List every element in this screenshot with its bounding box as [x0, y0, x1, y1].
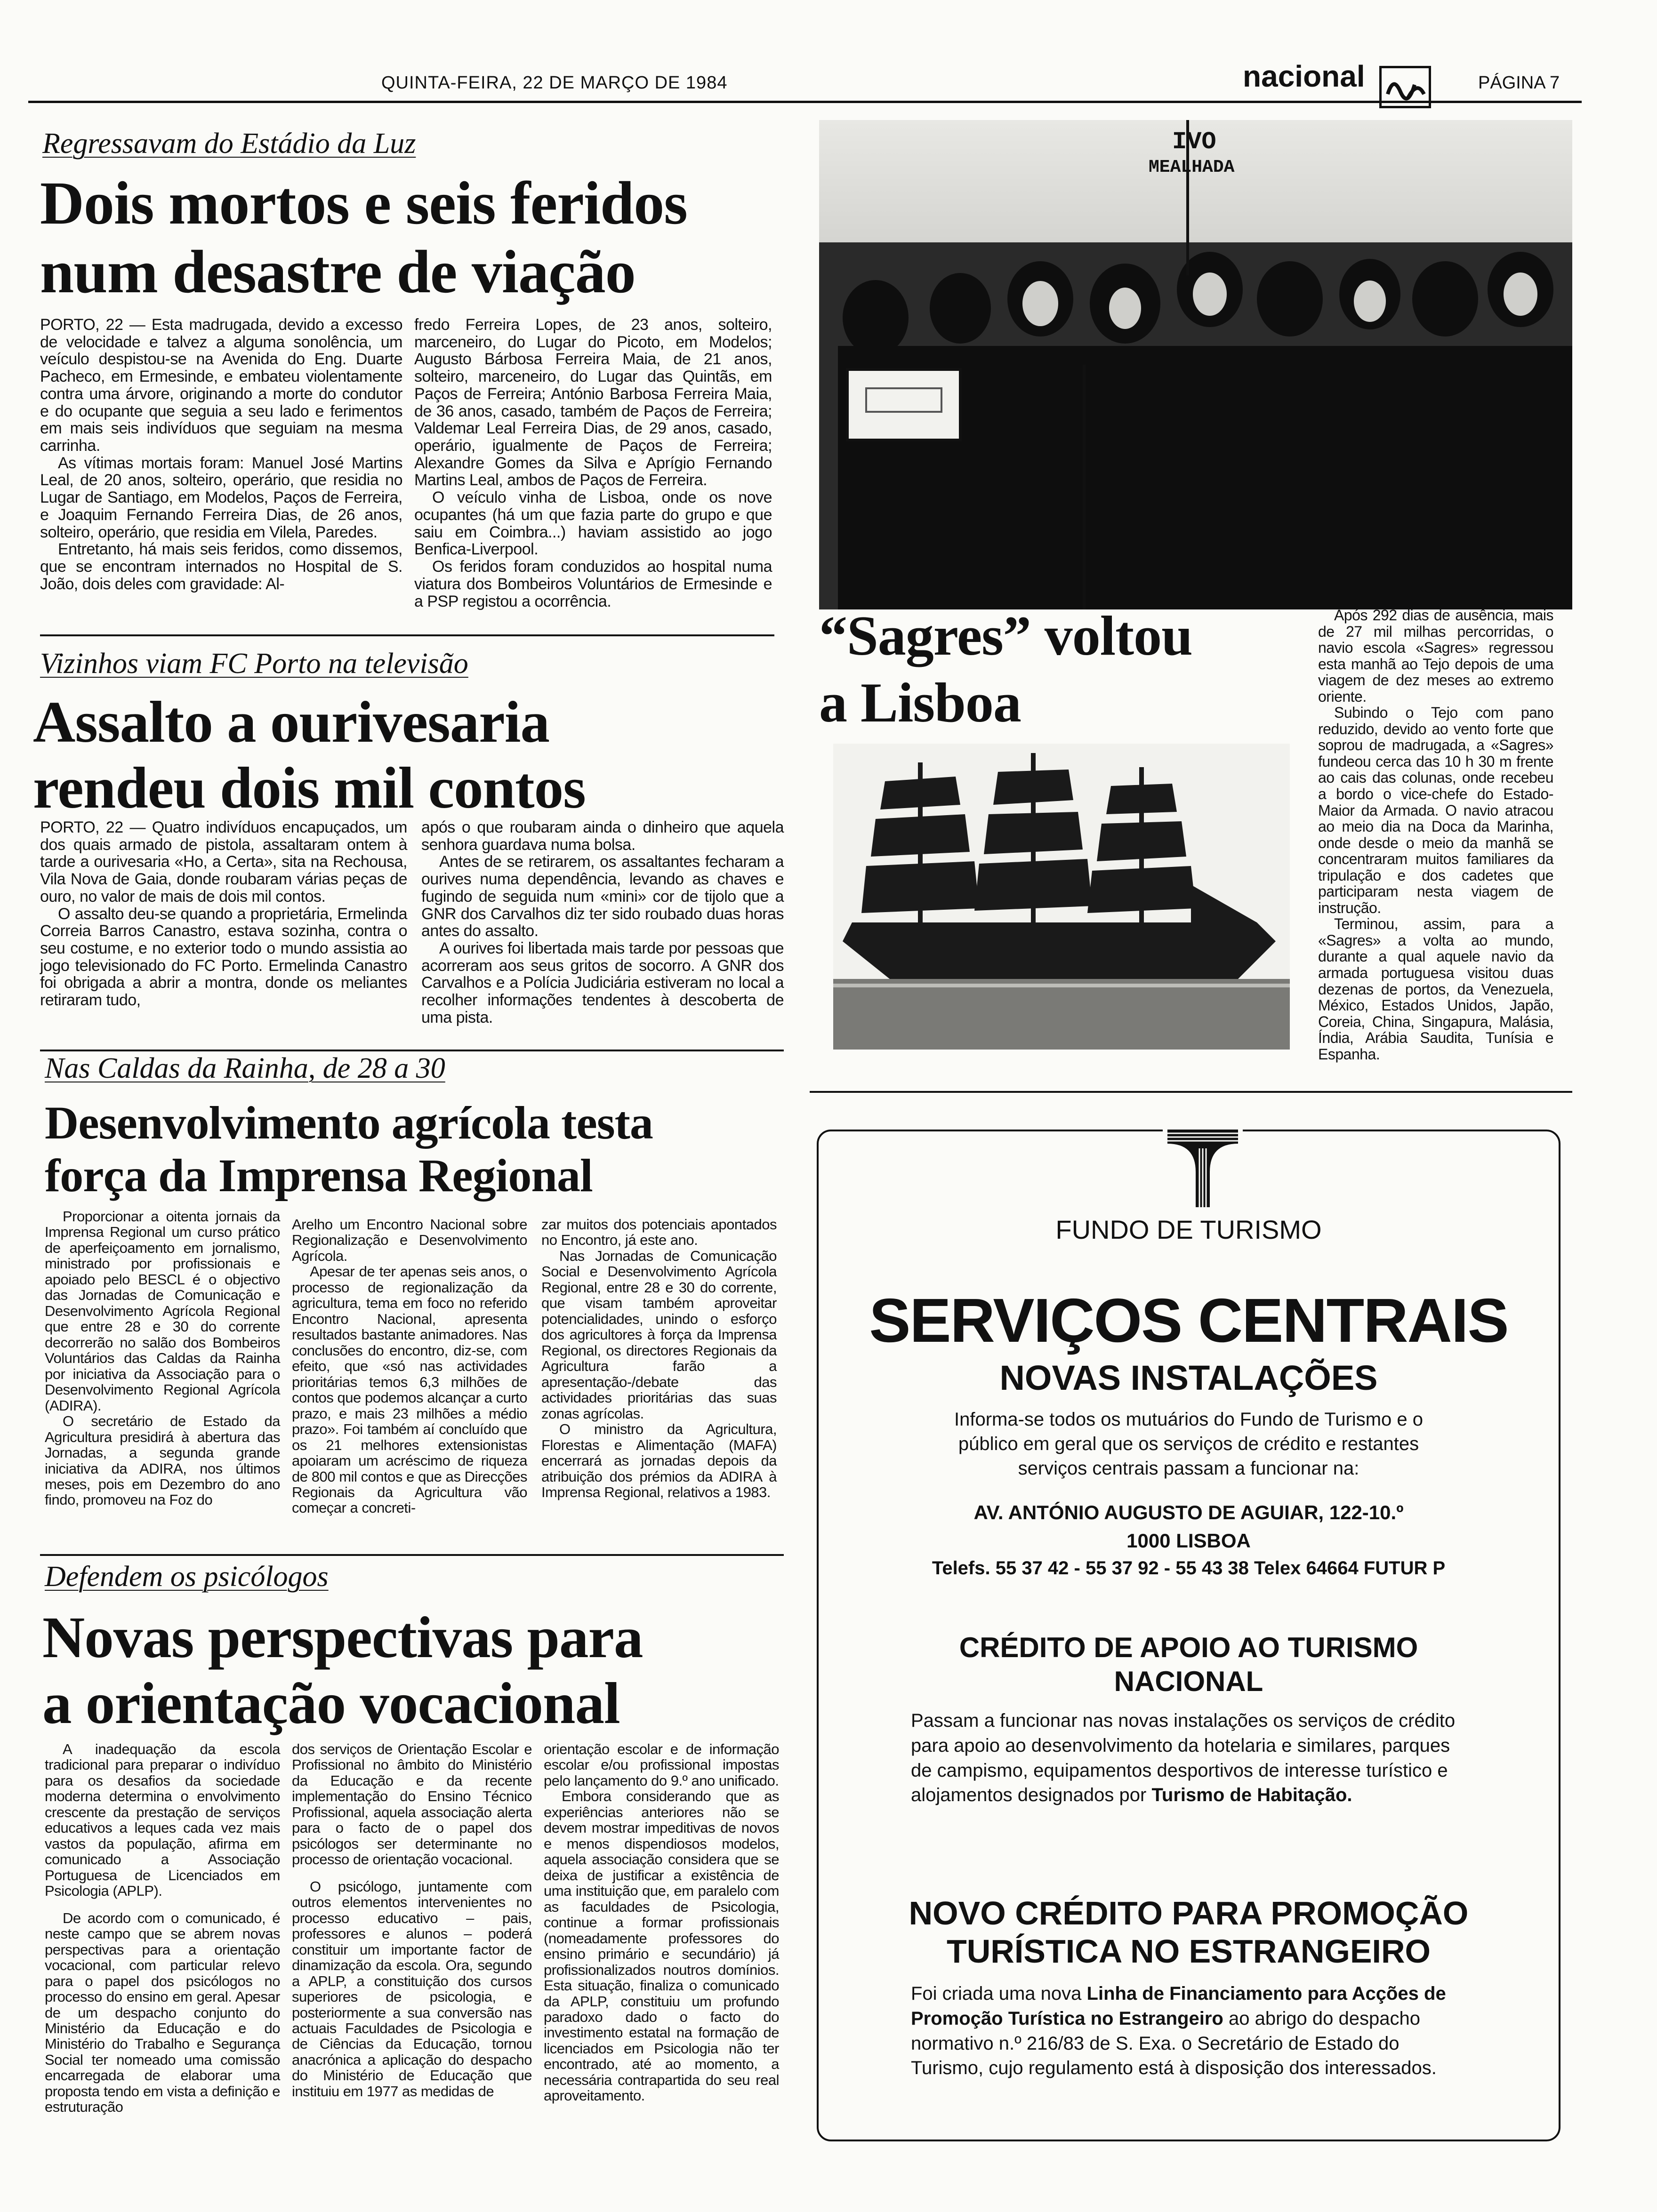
article2-p5: A ourives foi libertada mais tarde por pessoas que acorreram aos seus gritos de socorro. A GNR dos Carvalhos e a Polícia Judiciária estiveram no local a recolher informações tendentes à descoberta de uma pista. — [421, 939, 784, 1026]
article3-p4: Apesar de ter apenas seis anos, o processo de regionalização da agricultura, tema em foco no referido Encontro Nacional, apresenta resultados bastante animadores. Nas conclusões do encontro, diz-se, com efeito, que «só nas actividades prioritárias temos 6,3 milhões de contos que podemos alcançar a curto prazo, e mais 23 milhões a médio prazo». Foi também aí concluído que os 21 melhores extensionistas apoiaram um acréscimo de riqueza de 800 mil contos e que as Direcções Regionais da Agricultura vão começar a concreti- — [292, 1263, 527, 1516]
article3-kicker: Nas Caldas da Rainha, de 28 a 30 — [45, 1052, 445, 1084]
fundo-turismo-logo-icon — [1163, 1120, 1243, 1210]
header-rule — [28, 101, 1582, 103]
ad-org-name: FUNDO DE TURISMO — [1055, 1215, 1322, 1244]
article4-p3: dos serviços de Orientação Escolar e Profissional no âmbito do Ministério da Educação e da recente implementação do Ensino Técnico Profissional, aquela associação alerta para o facto de o papel dos psicólogos ser determinante no processo de orientação vocacional. — [292, 1741, 532, 1868]
article1-p4: fredo Ferreira Lopes, de 23 anos, solteiro, marceneiro, do Lugar do Picoto, em Modelos; Augusto Bárbosa Ferreira Maia, de 21 anos, solteiro, marceneiro, do Lugar das Quintãs, em Paços de Ferreira; António Barbosa Ferreira Maia, de 36 anos, casado, também de Paços de Ferreira; Valdemar Leal Ferreira Dias, de 29 anos, casado, operário, igualmente de Paços de Ferreira; Alexandre Gomes da Silva e Aprígio Fernando Martins Leal, ambos de Paços de Ferreira. — [414, 316, 772, 489]
article1-p1: PORTO, 22 — Esta madrugada, devido a excesso de velocidade e talvez a alguma sonolência, um veículo despistou-se na Avenida do Eng. Duarte Pacheco, em Ermesinde, e embateu violentamente contra uma árvore, originando a morte do condutor e do ocupante que seguia a seu lado e ferimentos em mais seis indivíduos que seguiam na mesma carrinha. — [40, 316, 402, 455]
article2-col2 — [421, 819, 784, 1026]
ad-promo-title: NOVO CRÉDITO PARA PROMOÇÃO TURÍSTICA NO ESTRANGEIRO — [909, 1895, 1469, 1970]
sagres-headline: “Sagres” voltou a Lisboa — [819, 604, 1192, 734]
article4-p4: O psicólogo, juntamente com outros elementos intervenientes no processo educativo – pais, professores e alunos – poderá constituir um importante factor de dinamização da escola. Ora, segundo a APLP, a constituição dos cursos superiores de psicologia, e posteriormente a sua conversão nas actuais Faculdades de Psicologia e de Ciências da Educação, tornou anacrónica a aplicação do despacho do Ministério de Educação que instituiu em 1977 as medidas de — [292, 1878, 532, 2100]
article4-headline: Novas perspectivas para a orientação vocacional — [42, 1605, 643, 1736]
article4-kicker: Defendem os psicólogos — [45, 1561, 329, 1593]
article4-p6: Embora considerando que as experiências anteriores não se devem mostrar impeditivas de novos e menos dispendiosos modelos, aquela associação considera que se deixa de justificar a existência de uma instituição que, em paralelo com as faculdades de Psicologia, continue a formar profissionais (nomeadamente professores do ensino primário e secundário) já profissionalizados noutros domínios. Esta situação, finaliza o comunicado da APLP, constituiu um profundo paradoxo dado o facto do investimento estatal na formação de licenciados em Psicologia não ter encontrado, até ao momento, a necessária contrapartida do seu real aproveitamento. — [544, 1788, 779, 2104]
article3-p7: O ministro da Agricultura, Florestas e Alimentação (MAFA) encerrará as jornadas depois da atribuição dos prémios da ADIRA à Imprensa Regional, relativos a 1983. — [541, 1421, 777, 1500]
sailing-ship-photo — [833, 744, 1290, 1050]
article2-bottom-rule — [40, 1050, 784, 1051]
article2-p3: após o que roubaram ainda o dinheiro que aquela senhora guardava numa bolsa. — [421, 818, 784, 854]
ad-address1: AV. ANTÓNIO AUGUSTO DE AGUIAR, 122-10.º — [973, 1501, 1404, 1523]
article2-col1 — [40, 819, 407, 1009]
article2-p1: PORTO, 22 — Quatro indivíduos encapuçados, um dos quais armado de pistola, assaltaram ontem à tarde a ourivesaria «Ho, a Certa», sita na Rechousa, Vila Nova de Gaia, donde roubaram várias peças de ouro, no valor de mais de dois mil contos. — [40, 818, 407, 906]
article3-col1 — [45, 1209, 280, 1508]
ad-subtitle: NOVAS INSTALAÇÕES — [999, 1358, 1378, 1397]
article1-col1 — [40, 316, 402, 593]
sagres-text — [1318, 607, 1553, 1062]
article2-kicker: Vizinhos viam FC Porto na televisão — [40, 648, 468, 680]
ad-address2: 1000 LISBOA — [1126, 1530, 1251, 1552]
article1-headline: Dois mortos e seis feridos num desastre de viação — [40, 169, 687, 306]
ad-intro: Informa-se todos os mutuários do Fundo de Turismo e o público em geral que os serviços de crédito e restantes serviços centrais passam a funcionar na: — [954, 1409, 1424, 1479]
article3-headline: Desenvolvimento agrícola testa força da Imprensa Regional — [45, 1097, 653, 1202]
article3-col3 — [541, 1217, 777, 1500]
article2-p2: O assalto deu-se quando a proprietária, Ermelinda Correia Barros Canastro, estava sozinha, contra o seu costume, e no exterior todo o mundo assistia ao jogo televisionado do FC Porto. Ermelinda Canastro foi obrigada a abrir a montra, donde os meliantes retiraram tudo, — [40, 905, 407, 1010]
page-date: QUINTA-FEIRA, 22 DE MARÇO DE 1984 — [381, 73, 728, 93]
article3-p2: O secretário de Estado da Agricultura presidirá à abertura das Jornadas, a segunda grande iniciativa da ADIRA, nos últimos meses, pois em Dezembro do ano findo, promoveu na Foz do — [45, 1413, 280, 1508]
sign-top-text: IVO — [1172, 128, 1216, 156]
ad-credit-text: Passam a funcionar nas novas instalações os serviços de crédito para apoio ao desenvolvimento da hotelaria e similares, parques de campismo, equipamentos desportivos de interesse turístico e alojamentos designados por Turismo de Habitação. — [911, 1710, 1456, 1806]
article3-bottom-rule — [40, 1554, 784, 1556]
right-column-rule — [810, 1091, 1572, 1093]
sagres-p2: Subindo o Tejo com pano reduzido, devido ao vento forte que soprou de madrugada, a «Sagres» fundeou cerca das 10 h 30 m frente ao cais das colunas, onde recebeu a bordo o vice-chefe do Estado-Maior da Armada. O navio atracou ao meio dia na Doca da Marinha, onde desde o meio da manhã se concentraram muitos familiares da tripulação e dos cadetes que participaram nesta viagem de instrução. — [1318, 704, 1553, 916]
article2-p4: Antes de se retirarem, os assaltantes fecharam a ourives numa dependência, levando as chaves e fugindo de seguida num «mini» cor de tijolo que a GNR dos Carvalhos diz ter sido roubado duas horas antes do assalto. — [421, 853, 784, 940]
article1-bottom-rule — [40, 634, 774, 636]
article3-p1: Proporcionar a oitenta jornais da Imprensa Regional um curso prático de aperfeiçoamento em jornalismo, ministrado por profissionais e apoiado pelo BESCL é o objectivo das Jornadas de Comunicação e Desenvolvimento Agrícola Regional que entre 28 e 30 do corrente decorrerão no salão dos Bombeiros Voluntários das Caldas da Rainha por iniciativa da Associação para o Desenvolvimento Regional Agrícola (ADIRA). — [45, 1208, 280, 1414]
article4-col1 — [45, 1741, 280, 2115]
article3-p5: zar muitos dos potenciais apontados no Encontro, já este ano. — [541, 1216, 777, 1249]
article4-col3 — [544, 1741, 779, 2104]
sagres-p1: Após 292 dias de ausência, mais de 27 mil milhas percorridas, o navio escola «Sagres» regressou esta manhã ao Tejo depois de uma viagem de dez meses ao extremo oriente. — [1318, 607, 1553, 705]
sign-bottom-text: MEALHADA — [1149, 157, 1235, 177]
article2-headline: Assalto a ourivesaria rendeu dois mil contos — [33, 690, 586, 821]
sagres-p3: Terminou, assim, para a «Sagres» a volta ao mundo, durante a qual aquele navio da armada portuguesa visitou duas dezenas de portos, da Venezuela, México, Estados Unidos, Japão, Coreia, China, Singapura, Malásia, Índia, Arábia Saudita, Tunísia e Espanha. — [1318, 915, 1553, 1063]
article1-p3: Entretanto, há mais seis feridos, como dissemos, que se encontram internados no Hospital de S. João, dois deles com gravidade: Al- — [40, 540, 402, 593]
ad-promo-text: Foi criada uma nova Linha de Financiamento para Acções de Promoção Turística no Estrangeiro ao abrigo do despacho normativo n.º 216/83 de S. Exa. o Secretário de Estado do Turismo, cujo regulamento está à disposição dos interessados. — [911, 1983, 1446, 2079]
article4-p2: De acordo com o comunicado, é neste campo que se abrem novas perspectivas para a orientação vocacional, com particular relevo para o papel dos psicólogos no processo do ensino em geral. Apesar de um despacho conjunto do Ministério da Educação e do Ministério do Trabalho e Segurança Social ter nomeado uma comissão encarregada de elaborar uma proposta tendo em vista a definição e estruturação — [45, 1909, 280, 2116]
page-number: PÁGINA 7 — [1478, 73, 1560, 93]
article1-p2: As vítimas mortais foram: Manuel José Martins Leal, de 20 anos, solteiro, operário, que residia no Lugar de Santiago, em Modelos, Paços de Ferreira, e Joaquim Fernando Ferreira Dias, de 26 anos, solteiro, operário, que residia em Vilela, Paredes. — [40, 454, 402, 541]
article3-p6: Nas Jornadas de Comunicação Social e Desenvolvimento Agrícola Regional, entre 28 e 30 do corrente, que visam também aproveitar potencialidades, unindo o esforço dos agricultores à força da Imprensa Regional, os directores Regionais da Agricultura farão a apresentação-/debate das actividades prioritárias das suas zonas agrícolas. — [541, 1247, 777, 1422]
crowd-photo — [819, 120, 1572, 609]
ad-phones: Telefs. 55 37 42 - 55 37 92 - 55 43 38 Telex 64664 FUTUR P — [932, 1558, 1446, 1579]
article3-col2 — [292, 1217, 527, 1516]
ad-title: SERVIÇOS CENTRAIS — [869, 1286, 1508, 1355]
article4-p5: orientação escolar e de informação escolar e/ou profissional impostas pelo lançamento do 9.º ano unificado. — [544, 1741, 779, 1789]
article3-p3: Arelho um Encontro Nacional sobre Regionalização e Desenvolvimento Agrícola. — [292, 1216, 527, 1264]
article1-p6: Os feridos foram conduzidos ao hospital numa viatura dos Bombeiros Voluntários de Ermesinde e a PSP registou a ocorrência. — [414, 558, 772, 610]
article4-col2 — [292, 1741, 532, 2099]
article1-p5: O veículo vinha de Lisboa, onde os nove ocupantes (há um que fazia parte do grupo e que saiu em Coimbra...) haviam assistido ao jogo Benfica-Liverpool. — [414, 489, 772, 559]
ad-credit-title: CRÉDITO DE APOIO AO TURISMO NACIONAL — [959, 1632, 1418, 1697]
article4-p1: A inadequação da escola tradicional para preparar o indivíduo para os desafios da sociedade moderna determina o envolvimento crescente da prestação de serviços educativos a leques cada vez mais vastos da população, afirma em comunicado a Associação Portuguesa de Licenciados em Psicologia (APLP). — [45, 1741, 280, 1899]
article1-kicker: Regressavam do Estádio da Luz — [42, 128, 416, 160]
section-title: nacional — [1243, 59, 1365, 93]
article1-col2 — [414, 316, 772, 610]
